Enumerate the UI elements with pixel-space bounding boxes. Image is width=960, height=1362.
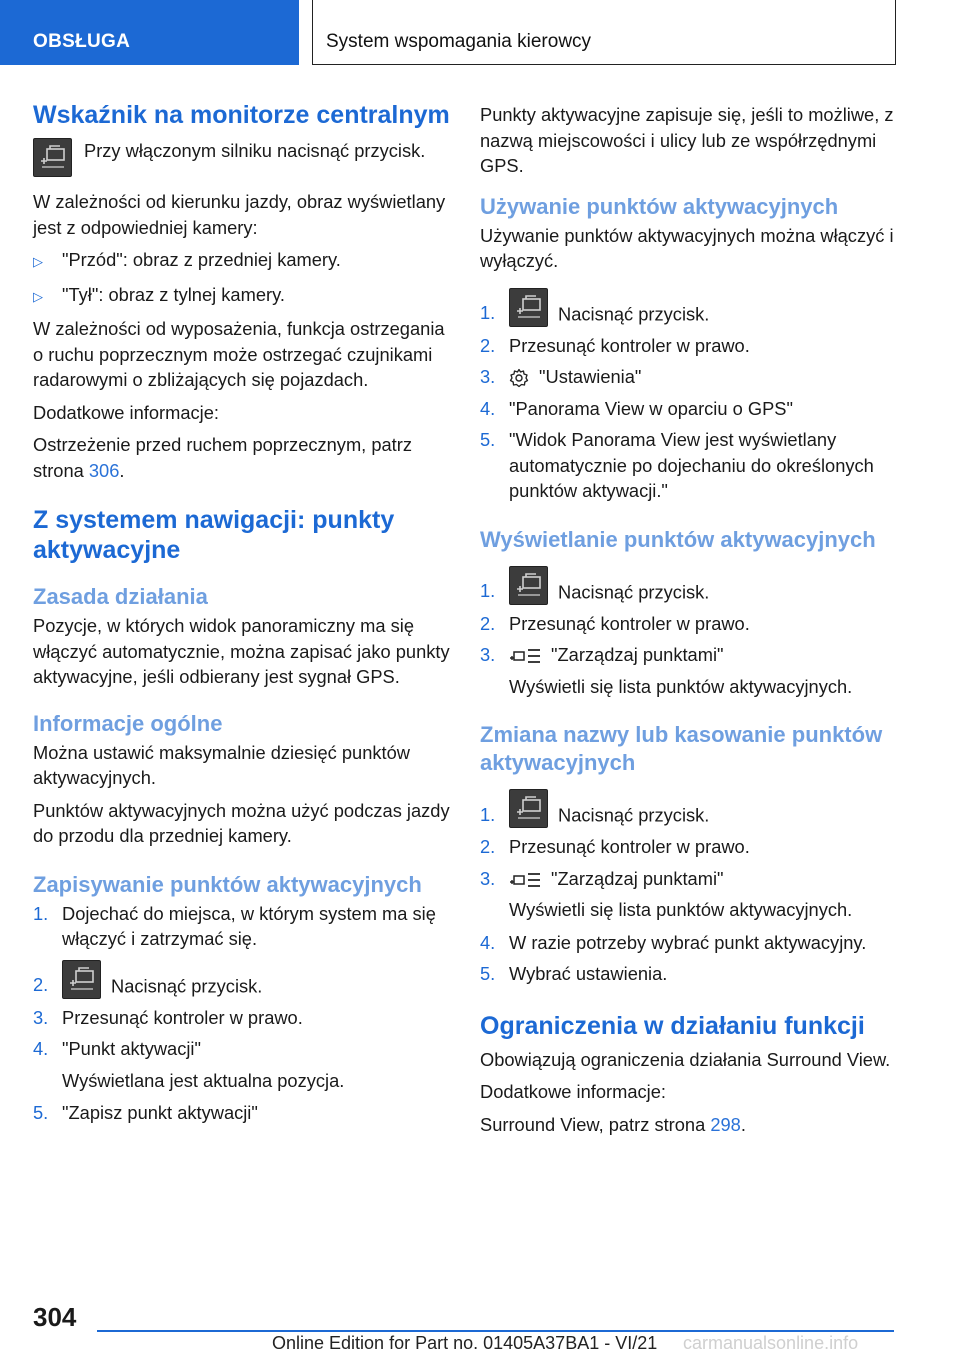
heading-nav: Z systemem nawigacji: punkty aktywacyjne [33,506,395,564]
list-item: 2. Przesunąć kontroler w prawo. [480,612,750,634]
list-item: 1. Nacisnąć przycisk. [480,789,900,828]
right-column [480,102,900,1144]
heading-use: Używanie punktów aktywacyjnych [480,193,839,219]
equipment-paragraph: W zależności od wyposażenia, funkcja ostrzegania o ruchu poprzecznym może ostrzegać czujnikami radarowymi o zbliżających się pojazdach. [33,318,445,390]
gear-icon [509,368,529,388]
limits-paragraph: Obowiązują ograniczenia działania Surround View. [480,1048,891,1070]
principle-paragraph: Pozycje, w których widok panoramiczny ma się włączyć automatycznie, można zapisać jako punkty aktywacyjne, jeśli odbierany jest sygnał GPS. [33,615,450,687]
saved-paragraph: Punkty aktywacyjne zapisuje się, jeśli to możliwe, z nazwą miejscowości i ulicy lub ze współrzędnymi GPS. [480,104,894,176]
heading-save: Zapisywanie punktów aktywacyjnych [33,871,422,897]
list-item: 2. Przesunąć kontroler w prawo. [480,836,750,857]
edition-text: Online Edition for Part no. 01405A37BA1 - VI/21 [272,1333,658,1353]
heading-general: Informacje ogólne [33,710,223,736]
section-tab [0,0,299,65]
warning-ref-paragraph: Ostrzeżenie przed ruchem poprzecznym, patrz strona 306. [33,434,412,481]
chapter-tab [312,0,896,65]
general-paragraph-2: Punktów aktywacyjnych można użyć podczas jazdy do przodu dla przedniej kamery. [33,799,450,846]
monitor-intro-text: Przy włączonym silniku nacisnąć przycisk. [84,140,426,161]
list-item: 4. "Panorama View w oparciu o GPS" [480,397,793,419]
page-link-306[interactable]: 306 [88,459,120,481]
monitor-intro [33,138,451,177]
chapter-title: System wspomagania kierowcy [326,31,592,52]
heading-display: Wyświetlanie punktów aktywacyjnych [480,526,876,552]
list-item: 5. "Zapisz punkt aktywacji" [33,1102,258,1123]
list-item: 5. "Widok Panorama View jest wyświetlany automatycznie po dojechaniu do określonych punktów aktywacji." [480,429,874,501]
page-number: 304 [33,1302,77,1332]
heading-limits: Ograniczenia w działaniu funkcji [480,1011,865,1040]
heading-rename: Zmiana nazwy lub kasowanie punktów aktywacyjnych [480,722,883,775]
triangle-bullet-icon: ▷ [33,254,43,269]
list-item: 1. Nacisnąć przycisk. [480,566,900,605]
list-item: 3. "Ustawienia" [480,366,642,387]
direction-paragraph: W zależności od kierunku jazdy, obraz wyświetlany jest z odpowiedniej kamery: [33,191,446,238]
use-paragraph: Używanie punktów aktywacyjnych można włączyć i wyłączyć. [480,224,894,271]
list-item: 3. "Zarządzaj punktami" [480,644,724,665]
footer-divider [97,1330,894,1332]
list-item: 4. "Punkt aktywacji" [33,1038,201,1059]
surround-ref-paragraph: Surround View, patrz strona 298. [480,1113,746,1135]
list-item-note: Wyświetli się lista punktów aktywacyjnych. [509,675,853,697]
more-info-label: Dodatkowe informacje: [33,401,219,423]
heading-monitor: Wskaźnik na monitorze centralnym [33,101,450,129]
camera-button-icon [509,566,548,605]
section-title: OBSŁUGA [33,31,131,52]
left-column [33,100,451,1132]
camera-button-icon [62,960,101,999]
list-item: 3. "Zarządzaj punktami" [480,867,724,889]
heading-principle: Zasada działania [33,584,208,609]
list-item: 3. Przesunąć kontroler w prawo. [33,1006,303,1028]
watermark: carmanualsonline.info [683,1333,859,1353]
triangle-bullet-icon: ▷ [33,288,43,304]
list-item: 5. Wybrać ustawienia. [480,963,668,984]
list-item: 1. Dojechać do miejsca, w którym system ma się włączyć i zatrzymać się. [33,902,436,949]
camera-list-icon [509,646,541,666]
list-item: 1. Nacisnąć przycisk. [480,288,900,327]
general-paragraph-1: Można ustawić maksymalnie dziesięć punktów aktywacyjnych. [33,741,410,788]
bullet-text: "Przód": obraz z przedniej kamery. [62,249,341,270]
bullet-text: "Tył": obraz z tylnej kamery. [62,283,285,305]
camera-button-icon [509,789,548,828]
list-item-note: Wyświetlana jest aktualna pozycja. [62,1069,345,1091]
camera-button-icon [509,288,548,327]
bullet-item [33,282,451,310]
list-item: 2. Nacisnąć przycisk. [33,960,451,999]
more-info-label: Dodatkowe informacje: [480,1081,666,1102]
bullet-item [33,247,451,275]
list-item: 4. W razie potrzeby wybrać punkt aktywacyjny. [480,931,867,953]
list-item-note: Wyświetli się lista punktów aktywacyjnych. [509,899,853,920]
page-link-298[interactable]: 298 [710,1113,741,1135]
camera-list-icon [509,870,541,890]
camera-button-icon [33,138,72,177]
list-item: 2. Przesunąć kontroler w prawo. [480,334,750,356]
